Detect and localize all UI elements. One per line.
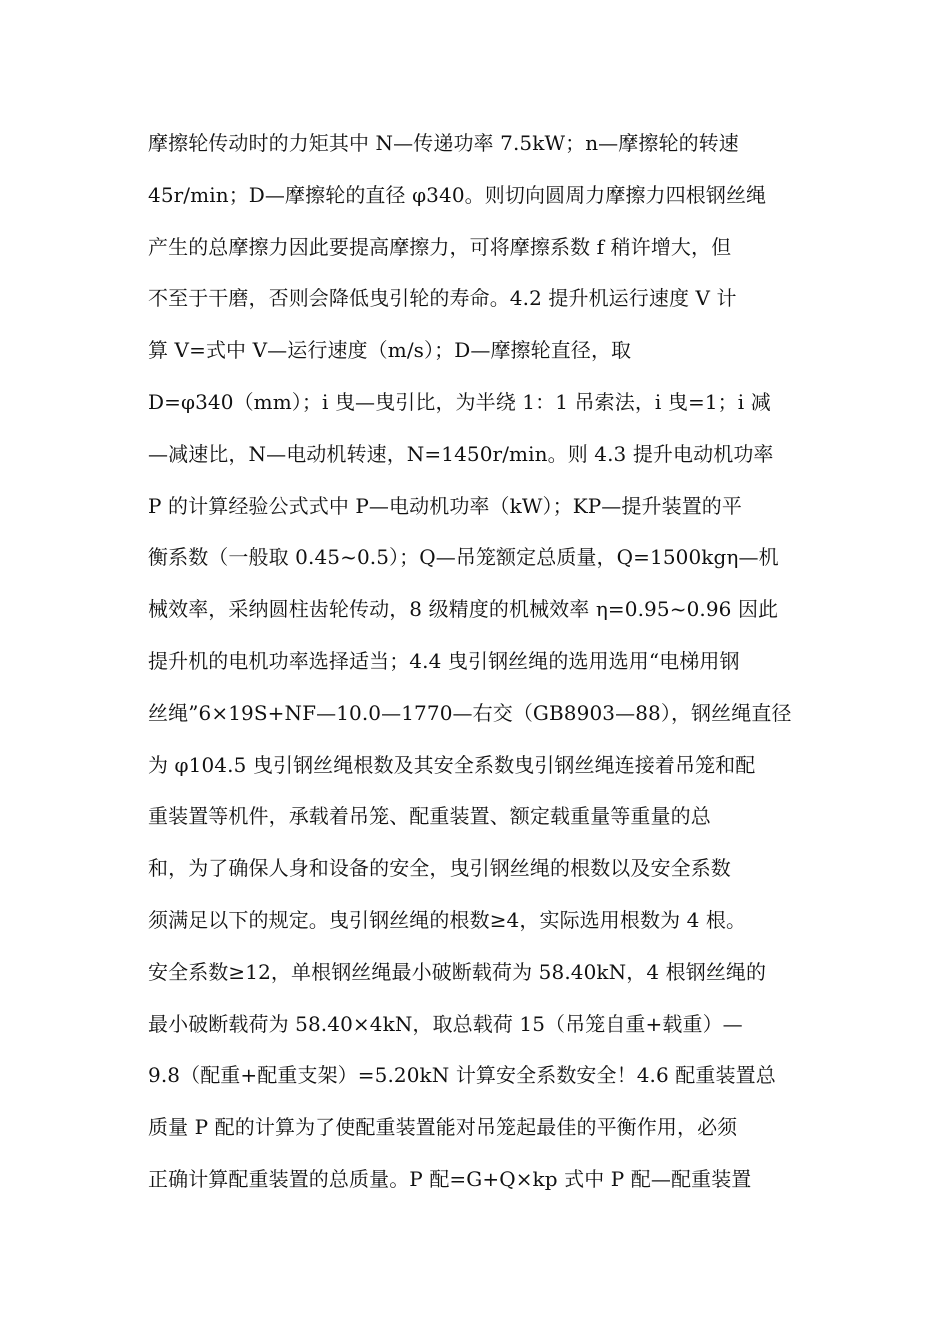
text-line: 和，为了确保人身和设备的安全，曳引钢丝绳的根数以及安全系数 <box>148 856 731 881</box>
text-line: —减速比，N—电动机转速，N=1450r/min。则 4.3 提升电动机功率 <box>148 441 774 466</box>
text-line: 不至于干磨，否则会降低曳引轮的寿命。4.2 提升机运行速度 V 计 <box>148 286 737 311</box>
text-line: 质量 P 配的计算为了使配重装置能对吊笼起最佳的平衡作用，必须 <box>148 1115 738 1140</box>
text-line: 产生的总摩擦力因此要提高摩擦力，可将摩擦系数 f 稍许增大，但 <box>148 234 732 259</box>
text-line: 45r/min；D—摩擦轮的直径 φ340。则切向圆周力摩擦力四根钢丝绳 <box>148 182 767 207</box>
text-line: 安全系数≥12，单根钢丝绳最小破断载荷为 58.40kN，4 根钢丝绳的 <box>148 959 767 984</box>
text-line: P 的计算经验公式式中 P—电动机功率（kW）；KP—提升装置的平 <box>148 493 743 518</box>
text-line: D=φ340（mm）；i 曳—曳引比，为半绕 1：1 吊索法，i 曳=1；i 减 <box>148 389 771 414</box>
text-line: 算 V=式中 V—运行速度（m/s）；D—摩擦轮直径，取 <box>148 338 632 363</box>
text-line: 正确计算配重装置的总质量。P 配=G+Q×kp 式中 P 配—配重装置 <box>148 1166 752 1191</box>
text-line: 丝绳”6×19S+NF—10.0—1770—右交（GB8903—88），钢丝绳直径 <box>148 700 792 725</box>
text-line: 最小破断载荷为 58.40×4kN，取总载荷 15（吊笼自重+载重）— <box>148 1011 743 1036</box>
text-line: 为 φ104.5 曳引钢丝绳根数及其安全系数曳引钢丝绳连接着吊笼和配 <box>148 752 756 777</box>
text-line: 须满足以下的规定。曳引钢丝绳的根数≥4，实际选用根数为 4 根。 <box>148 907 747 932</box>
text-line: 衡系数（一般取 0.45~0.5）；Q—吊笼额定总质量，Q=1500kgη—机 <box>148 545 779 570</box>
text-line: 摩擦轮传动时的力矩其中 N—传递功率 7.5kW；n—摩擦轮的转速 <box>148 131 739 155</box>
text-line: 重装置等机件，承载着吊笼、配重装置、额定载重量等重量的总 <box>148 804 711 829</box>
text-line: 械效率，采纳圆柱齿轮传动，8 级精度的机械效率 η=0.95~0.96 因此 <box>148 597 779 622</box>
body-text <box>148 118 808 1206</box>
text-line: 提升机的电机功率选择适当；4.4 曳引钢丝绳的选用选用“电梯用钢 <box>148 648 740 673</box>
text-line: 9.8（配重+配重支架）=5.20kN 计算安全系数安全！4.6 配重装置总 <box>148 1063 776 1088</box>
